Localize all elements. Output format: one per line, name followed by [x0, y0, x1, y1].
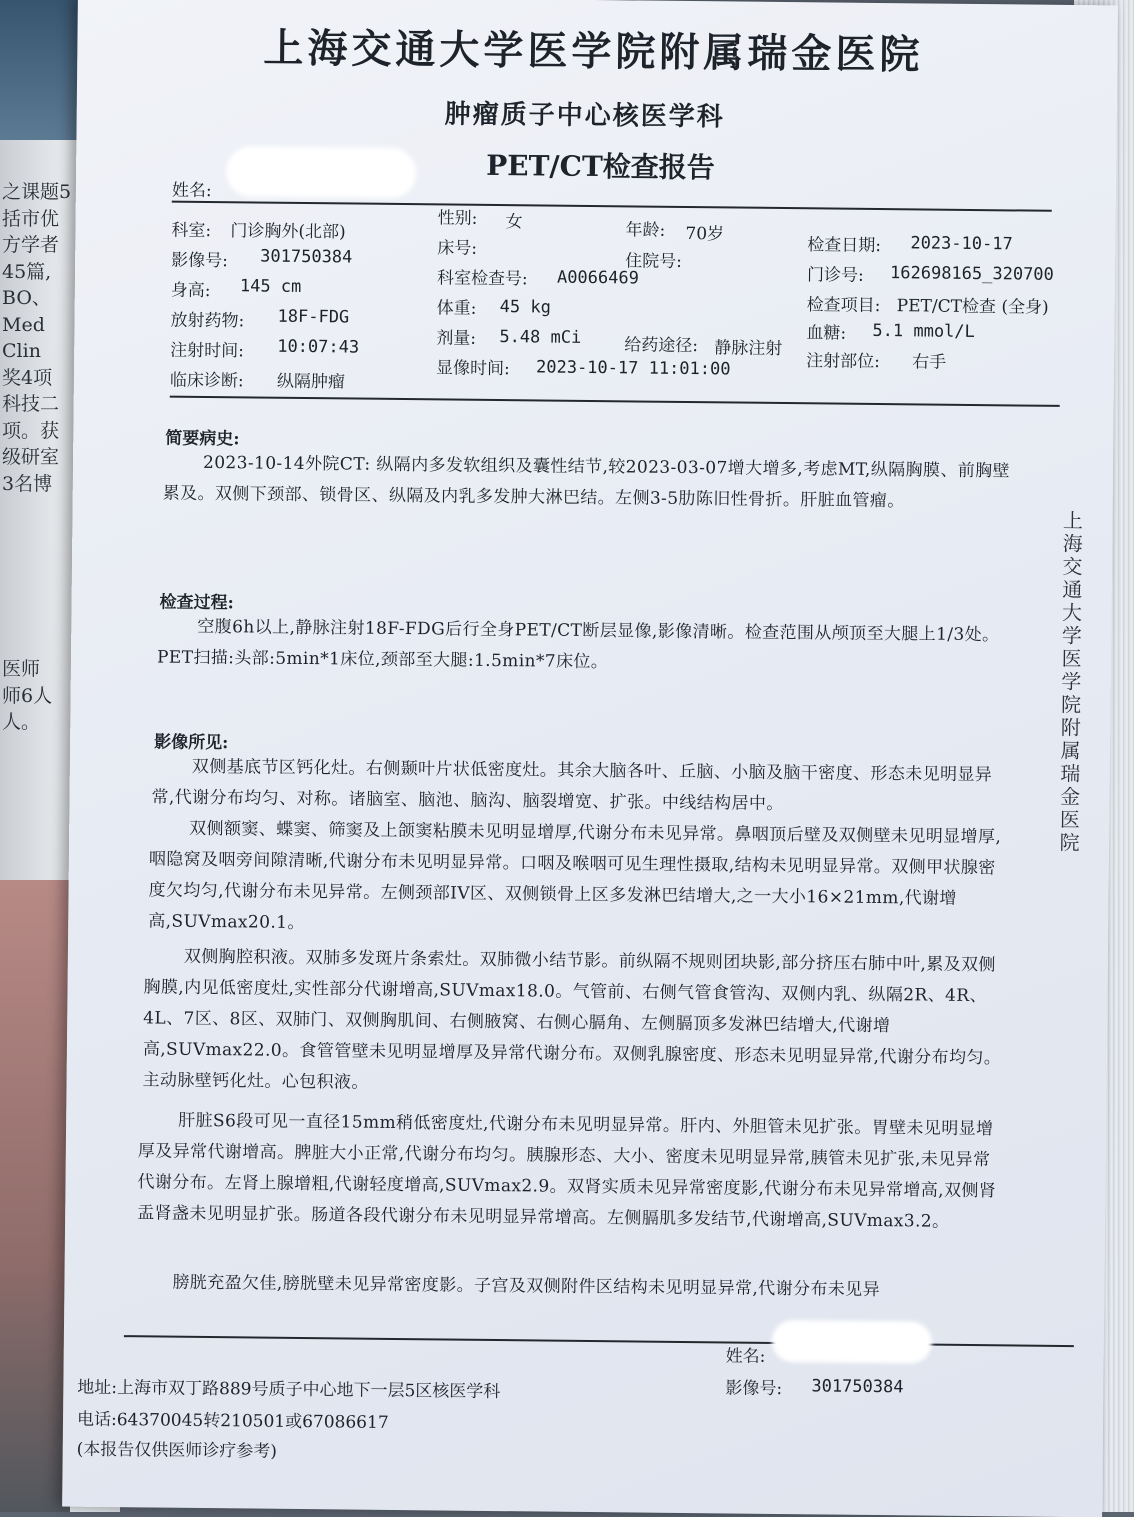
- dept-value: 门诊胸外(北部): [230, 221, 346, 243]
- report-page: [62, 0, 1118, 1517]
- findings-paragraph-4: 肝脏S6段可见一直径15mm稍低密度灶,代谢分布未见明显异常。肝内、外胆管未见扩张。胃壁未见明显增厚及异常代谢增高。脾脏大小正常,代谢分布均匀。胰腺形态、大小、密度未见明显异常,胰管未见扩张,未见异常代谢分布。左肾上腺增粗,代谢轻度增高,SUVmax2.9。双肾实质未见异常密度影,代谢分布未见异常增高,双侧肾盂肾盏未见明显扩张。肠道各段代谢分布未见明显异常增高。左侧膈肌多发结节,代谢增高,SUVmax3.2。: [137, 1110, 997, 1232]
- findings-heading: 影像所见:: [154, 732, 229, 754]
- book-photo-band: [0, 880, 70, 1512]
- inject-time-label: 注射时间:: [170, 340, 245, 362]
- dept-exam-no-value: A0066469: [556, 267, 639, 289]
- adjacent-page-fragment: BO、: [2, 287, 51, 309]
- adjacent-page-fragment: 3名博: [2, 472, 53, 495]
- adjacent-page-fragment: 奖4项: [2, 366, 53, 389]
- sex-value: 女: [505, 212, 523, 233]
- dept-exam-no-label: 科室检查号:: [436, 268, 528, 290]
- age-label: 年龄:: [625, 220, 666, 241]
- bed-label: 床号:: [437, 238, 478, 259]
- glucose-label: 血糖:: [806, 323, 847, 344]
- findings-paragraph-5: 膀胱充盈欠佳,膀胱壁未见异常密度影。子宫及双侧附件区结构未见明显异常,代谢分布未见异: [172, 1272, 881, 1301]
- weight-label: 体重:: [436, 298, 477, 319]
- adjacent-page-fragment: 之课题5: [2, 181, 72, 203]
- adjacent-page-fragment: 医师: [2, 658, 41, 680]
- weight-value: 45 kg: [499, 297, 551, 318]
- history-text: 2023-10-14外院CT: 纵隔内多发软组织及囊性结节,较2023-03-07增大增多,考虑MT,纵隔胸膜、前胸壁累及。双侧下颈部、锁骨区、纵隔及内乳多发肿大淋巴结。左侧3-5肋陈旧性骨折。肝脏血管瘤。: [162, 452, 1011, 512]
- footer-phone: 电话:64370045转210501或67086617: [76, 1409, 389, 1433]
- outpatient-no-label: 门诊号:: [806, 265, 864, 286]
- name-redaction: [226, 146, 417, 198]
- route-value: 静脉注射: [714, 338, 783, 359]
- adjacent-page-fragment: 方学者: [2, 234, 60, 256]
- findings-paragraph-2: 双侧额窦、蝶窦、筛窦及上颌窦粘膜未见明显增厚,代谢分布未见异常。鼻咽顶后壁及双侧壁未见明显增厚,咽隐窝及咽旁间隙清晰,代谢分布未见明显异常。口咽及喉咽可见生理性摄取,结构未见明显异常。双侧甲状腺密度欠均匀,代谢分布未见异常。左侧颈部IV区、双侧锁骨上区多发淋巴结增大,之一大小16×21mm,代谢增高,SUVmax20.1。: [148, 818, 1002, 934]
- footer-image-no-label: 影像号:: [725, 1378, 783, 1400]
- exam-date-value: 2023-10-17: [910, 233, 1013, 255]
- diagnosis-value: 纵隔肿瘤: [276, 371, 346, 393]
- exam-item-value: PET/CT检查 (全身): [896, 296, 1049, 318]
- adjacent-page-fragment: 级研室: [2, 446, 60, 468]
- info-divider: [170, 396, 1060, 407]
- adjacent-page-fragment: Med: [2, 313, 45, 336]
- image-no-label: 影像号:: [171, 250, 229, 272]
- footer-image-no-value: 301750384: [811, 1376, 904, 1398]
- hospital-title: 上海交通大学医学院附属瑞金医院: [263, 24, 924, 79]
- findings-paragraph-3: 双侧胸腔积液。双肺多发斑片条索灶。双肺微小结节影。前纵隔不规则团块影,部分挤压右肺中叶,累及双侧胸膜,内见低密度灶,实性部分代谢增高,SUVmax18.0。气管前、右侧气管食管沟、双侧内乳、纵隔2R、4R、4L、7区、8区、双肺门、双侧胸肌间、右侧腋窝、右侧心膈角、左侧膈顶多发淋巴结增大,代谢增高,SUVmax22.0。食管管壁未见明显增厚及异常代谢分布。双侧乳腺密度、形态未见明显异常,代谢分布均匀。主动脉壁钙化灶。心包积液。: [142, 946, 1002, 1093]
- footer-address: 地址:上海市双丁路889号质子中心地下一层5区核医学科: [77, 1377, 501, 1403]
- dose-value: 5.48 mCi: [499, 327, 582, 348]
- height-value: 145 cm: [239, 276, 302, 297]
- inject-site-value: 右手: [912, 352, 947, 373]
- adjacent-page-fragment: 括市优: [2, 207, 60, 230]
- side-hospital-stamp: 上海交通大学医学院附属瑞金医院: [1055, 509, 1084, 856]
- findings-paragraph-1: 双侧基底节区钙化灶。右侧颞叶片状低密度灶。其余大脑各叶、丘脑、小脑及脑干密度、形态未见明显异常,代谢分布均匀、对称。诸脑室、脑池、脑沟、脑裂增宽、扩张。中线结构居中。: [151, 756, 993, 815]
- height-label: 身高:: [170, 280, 211, 302]
- report-title: PET/CT检查报告: [486, 148, 715, 185]
- header-divider: [172, 201, 1052, 212]
- adjacent-page-fragment: 科技二: [2, 393, 60, 415]
- age-value: 70岁: [685, 223, 725, 245]
- footer-disclaimer: (本报告仅供医师诊疗参考): [76, 1439, 278, 1462]
- diagnosis-label: 临床诊断:: [169, 370, 244, 392]
- procedure-heading: 检查过程:: [159, 592, 234, 614]
- image-time-value: 2023-10-17 11:01:00: [535, 357, 731, 380]
- dept-label: 科室:: [171, 220, 212, 242]
- inject-time-value: 10:07:43: [277, 336, 360, 358]
- drug-value: 18F-FDG: [277, 306, 350, 328]
- adjacent-page-fragment: 项。获: [2, 419, 60, 442]
- footer-name-redaction: [772, 1320, 932, 1364]
- department-title: 肿瘤质子中心核医学科: [444, 99, 725, 133]
- adjacent-page-fragment: 师6人: [2, 684, 53, 707]
- inject-site-label: 注射部位:: [806, 351, 880, 373]
- inpatient-label: 住院号:: [625, 251, 683, 272]
- procedure-text: 空腹6h以上,静脉注射18F-FDG后行全身PET/CT断层显像,影像清晰。检查范围从颅顶至大腿上1/3处。PET扫描:头部:5min*1床位,颈部至大腿:1.5min*7床位。: [156, 616, 1000, 673]
- book-cover-band: [0, 0, 80, 140]
- adjacent-page-fragment: Clin: [2, 340, 41, 362]
- sex-label: 性别:: [437, 208, 478, 229]
- exam-item-label: 检查项目:: [806, 295, 881, 317]
- image-no-value: 301750384: [260, 246, 353, 268]
- adjacent-page-fragment: 45篇,: [2, 260, 52, 283]
- route-label: 给药途径:: [624, 335, 699, 357]
- adjacent-page-fragment: 人。: [2, 711, 41, 733]
- drug-label: 放射药物:: [170, 310, 245, 332]
- footer-name-label: 姓名:: [725, 1346, 766, 1367]
- glucose-value: 5.1 mmol/L: [872, 320, 975, 343]
- outpatient-no-value: 162698165_320700: [889, 263, 1054, 285]
- dose-label: 剂量:: [436, 328, 477, 349]
- history-heading: 简要病史:: [165, 428, 240, 450]
- name-label: 姓名:: [171, 180, 212, 202]
- exam-date-label: 检查日期:: [807, 235, 882, 257]
- image-time-label: 显像时间:: [435, 358, 510, 380]
